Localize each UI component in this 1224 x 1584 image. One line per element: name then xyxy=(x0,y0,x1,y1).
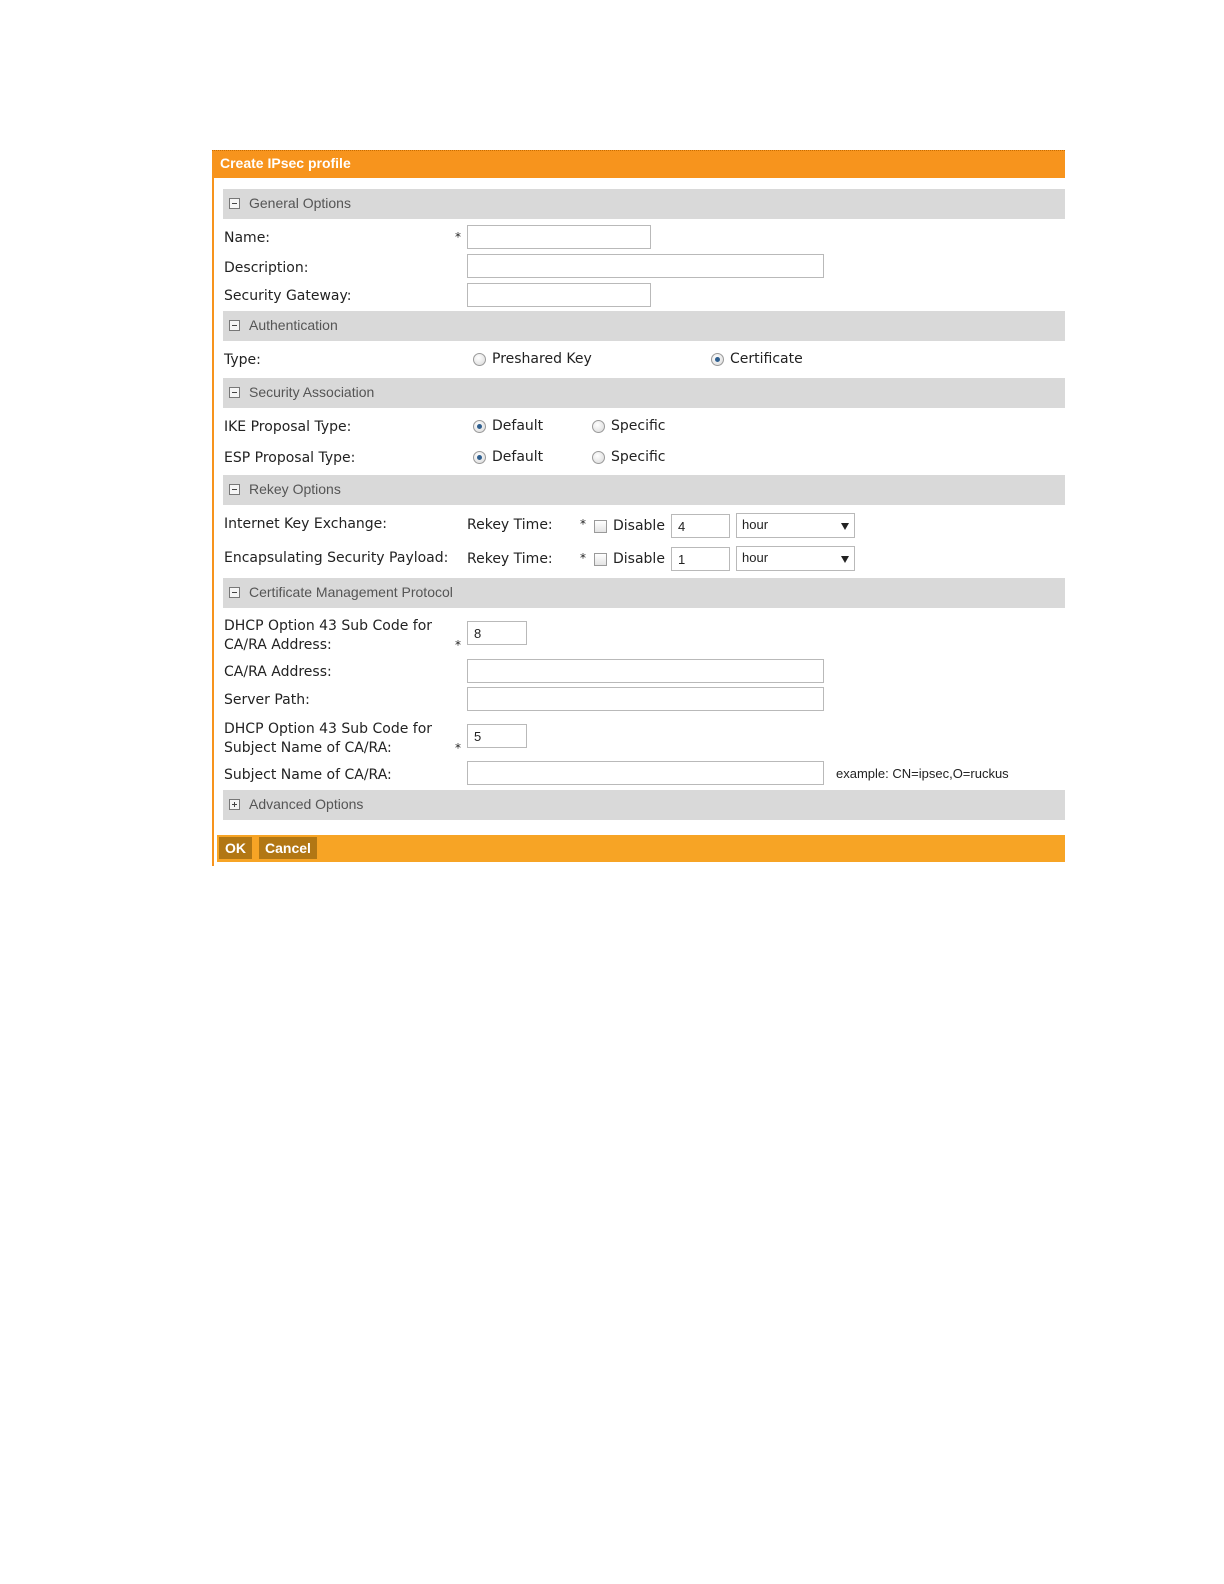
esp-rekey-value-input[interactable] xyxy=(671,547,730,571)
ike-disable-checkbox[interactable] xyxy=(594,520,607,533)
dialog-footer xyxy=(217,835,1065,862)
ike-specific-label: Specific xyxy=(611,418,666,434)
expand-icon[interactable] xyxy=(229,799,240,810)
section-rekey-options[interactable] xyxy=(223,475,1065,505)
required-mark: * xyxy=(580,551,586,565)
security-gateway-label: Security Gateway: xyxy=(224,288,352,304)
section-certificate-management-protocol[interactable] xyxy=(223,578,1065,608)
section-title: Authentication xyxy=(249,317,338,333)
dialog-title: Create IPsec profile xyxy=(220,155,351,171)
ca-subcode-input[interactable] xyxy=(467,621,527,645)
auth-type-label: Type: xyxy=(224,352,261,368)
subject-example-hint: example: CN=ipsec,O=ruckus xyxy=(836,766,1009,781)
selected-value: hour xyxy=(742,550,769,565)
ike-rekey-label: Internet Key Exchange: xyxy=(224,516,387,532)
esp-disable-checkbox[interactable] xyxy=(594,553,607,566)
name-input[interactable] xyxy=(467,225,651,249)
esp-rekey-label: Encapsulating Security Payload: xyxy=(224,550,449,566)
section-title: Certificate Management Protocol xyxy=(249,584,453,600)
required-mark: * xyxy=(455,741,461,755)
required-mark: * xyxy=(580,517,586,531)
esp-proposal-type-label: ESP Proposal Type: xyxy=(224,450,356,466)
dialog-left-border xyxy=(212,178,214,866)
section-title: Security Association xyxy=(249,384,375,400)
subject-subcode-label-line2: Subject Name of CA/RA: xyxy=(224,740,392,756)
dropdown-arrow-icon xyxy=(841,523,849,530)
certificate-radio[interactable] xyxy=(711,353,724,366)
ike-default-radio[interactable] xyxy=(473,420,486,433)
section-title: General Options xyxy=(249,195,351,211)
collapse-icon[interactable] xyxy=(229,387,240,398)
section-title: Rekey Options xyxy=(249,481,341,497)
ike-specific-radio[interactable] xyxy=(592,420,605,433)
ike-disable-label: Disable xyxy=(613,518,665,534)
esp-default-radio[interactable] xyxy=(473,451,486,464)
ike-default-label: Default xyxy=(492,418,544,434)
section-security-association[interactable] xyxy=(223,378,1065,408)
esp-specific-label: Specific xyxy=(611,449,666,465)
ca-subcode-label-line2: CA/RA Address: xyxy=(224,637,332,653)
preshared-key-label: Preshared Key xyxy=(492,351,592,367)
section-general-options[interactable] xyxy=(223,189,1065,219)
esp-specific-radio[interactable] xyxy=(592,451,605,464)
collapse-icon[interactable] xyxy=(229,484,240,495)
subject-name-label: Subject Name of CA/RA: xyxy=(224,767,392,783)
server-path-input[interactable] xyxy=(467,687,824,711)
security-gateway-input[interactable] xyxy=(467,283,651,307)
dropdown-arrow-icon xyxy=(841,556,849,563)
server-path-label: Server Path: xyxy=(224,692,310,708)
section-title: Advanced Options xyxy=(249,796,364,812)
subject-name-input[interactable] xyxy=(467,761,824,785)
certificate-label: Certificate xyxy=(730,351,803,367)
ca-subcode-label-line1: DHCP Option 43 Sub Code for xyxy=(224,618,433,634)
section-authentication[interactable] xyxy=(223,311,1065,341)
collapse-icon[interactable] xyxy=(229,320,240,331)
ike-rekey-value-input[interactable] xyxy=(671,514,730,538)
dialog-title-bar xyxy=(212,150,1065,178)
name-label: Name: xyxy=(224,230,271,246)
cancel-button[interactable]: Cancel xyxy=(259,837,317,859)
collapse-icon[interactable] xyxy=(229,587,240,598)
esp-disable-label: Disable xyxy=(613,551,665,567)
required-mark: * xyxy=(455,638,461,652)
ca-address-label: CA/RA Address: xyxy=(224,664,332,680)
subject-subcode-label-line1: DHCP Option 43 Sub Code for xyxy=(224,721,433,737)
esp-rekey-unit-select[interactable] xyxy=(736,546,855,571)
description-label: Description: xyxy=(224,260,309,276)
section-advanced-options[interactable] xyxy=(223,790,1065,820)
preshared-key-radio[interactable] xyxy=(473,353,486,366)
required-mark: * xyxy=(455,230,461,244)
description-input[interactable] xyxy=(467,254,824,278)
ike-proposal-type-label: IKE Proposal Type: xyxy=(224,419,352,435)
esp-rekey-time-label: Rekey Time: xyxy=(467,551,553,567)
ike-rekey-unit-select[interactable] xyxy=(736,513,855,538)
ok-button[interactable]: OK xyxy=(219,837,252,859)
selected-value: hour xyxy=(742,517,769,532)
ca-address-input[interactable] xyxy=(467,659,824,683)
ike-rekey-time-label: Rekey Time: xyxy=(467,517,553,533)
collapse-icon[interactable] xyxy=(229,198,240,209)
esp-default-label: Default xyxy=(492,449,544,465)
subject-subcode-input[interactable] xyxy=(467,724,527,748)
